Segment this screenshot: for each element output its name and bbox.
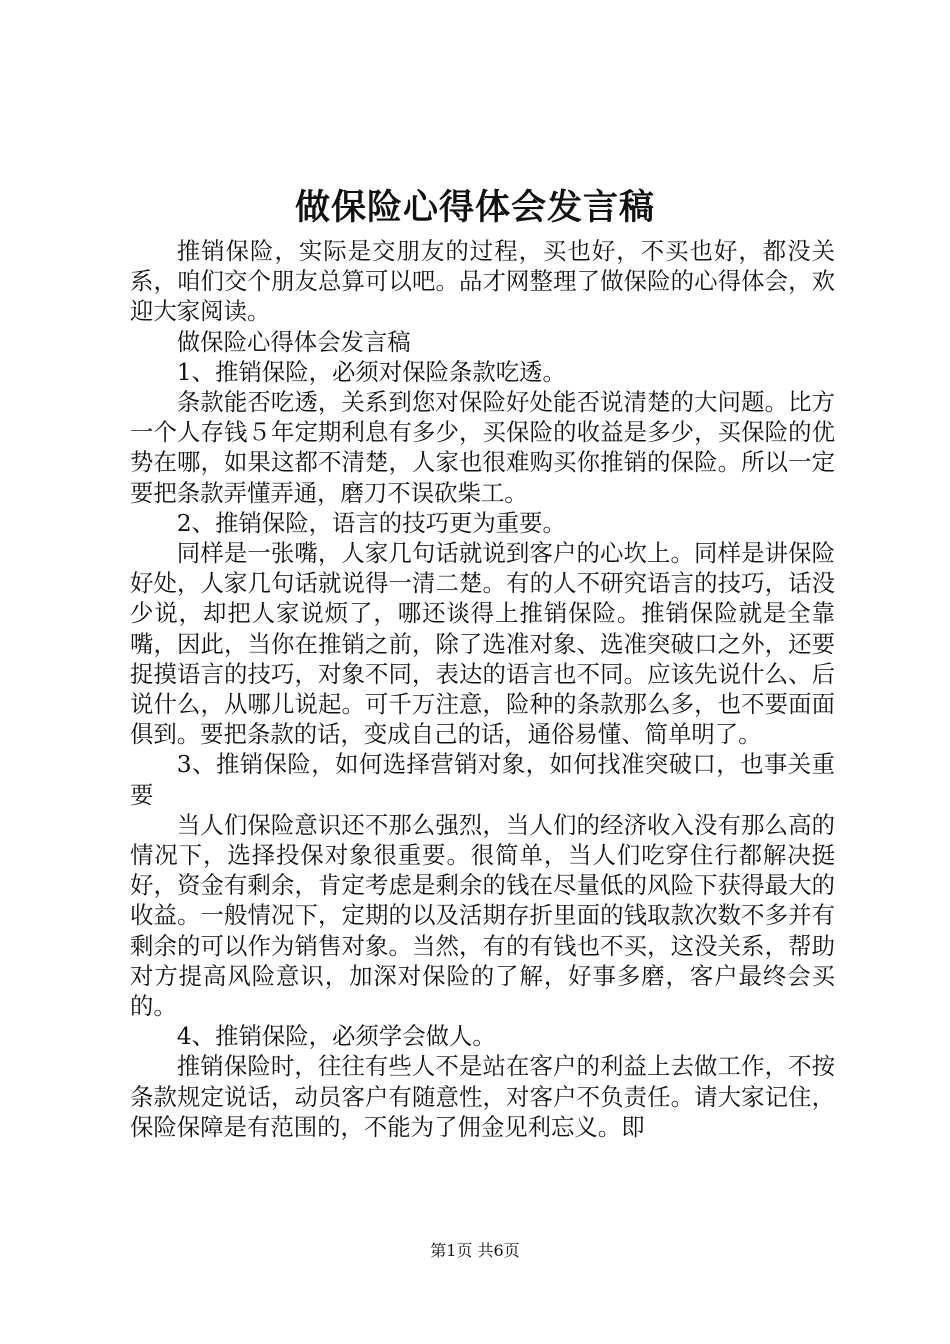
document-title: 做保险心得体会发言稿 (294, 187, 655, 228)
page-number-footer: 第1页 共6页 (430, 1241, 520, 1260)
paragraph-body-2: 同样是一张嘴，人家几句话就说到客户的心坎上。同样是讲保险好处，人家几句话就说得一清二楚。有的人不研究语言的技巧，话没少说，却把人家说烦了，哪还谈得上推销保险。推销保险就是全靠嘴，因此，当你在推销之前，除了选准对象、选准突破口之外，还要捉摸语言的技巧，对象不同，表达的语言也不同。应该先说什么、后说什么，从哪儿说起。可千万注意，险种的条款那么多，也不要面面俱到。要把条款的话，变成自己的话，通俗易懂、简单明了。 (130, 539, 835, 749)
paragraph-intro: 推销保险，实际是交朋友的过程，买也好，不买也好，都没关系，咱们交个朋友总算可以吧。品才网整理了做保险的心得体会，欢迎大家阅读。 (130, 237, 835, 326)
paragraph-heading-4: 4、推销保险，必须学会做人。 (176, 1022, 496, 1051)
paragraph-body-1: 条款能否吃透，关系到您对保险好处能否说清楚的大问题。比方一个人存钱５年定期利息有多少，买保险的收益是多少，买保险的优势在哪，如果这都不清楚，人家也很难购买你推销的保险。所以一定要把条款弄懂弄通，磨刀不误砍柴工。 (130, 388, 835, 507)
paragraph-heading-1: 1、推销保险，必须对保险条款吃透。 (176, 357, 566, 386)
paragraph-body-4: 推销保险时，往往有些人不是站在客户的利益上去做工作，不按条款规定说话，动员客户有随意性，对客户不负责任。请大家记住，保险保障是有范围的，不能为了佣金见利忘义。即 (130, 1052, 835, 1141)
paragraph-body-3: 当人们保险意识还不那么强烈，当人们的经济收入没有那么高的情况下，选择投保对象很重要。很简单，当人们吃穿住行都解决挺好，资金有剩余，肯定考虑是剩余的钱在尽量低的风险下获得最大的收益。一般情况下，定期的以及活期存折里面的钱取款次数不多并有剩余的可以作为销售对象。当然，有的有钱也不买，这没关系，帮助对方提高风险意识，加深对保险的了解，好事多磨，客户最终会买的。 (130, 810, 835, 1021)
paragraph-heading-3: 3、推销保险，如何选择营销对象，如何找准突破口，也事关重要 (130, 750, 835, 809)
paragraph-heading-2: 2、推销保险，语言的技巧更为重要。 (176, 508, 566, 537)
paragraph-subtitle: 做保险心得体会发言稿 (176, 327, 411, 356)
document-body (130, 236, 835, 1142)
